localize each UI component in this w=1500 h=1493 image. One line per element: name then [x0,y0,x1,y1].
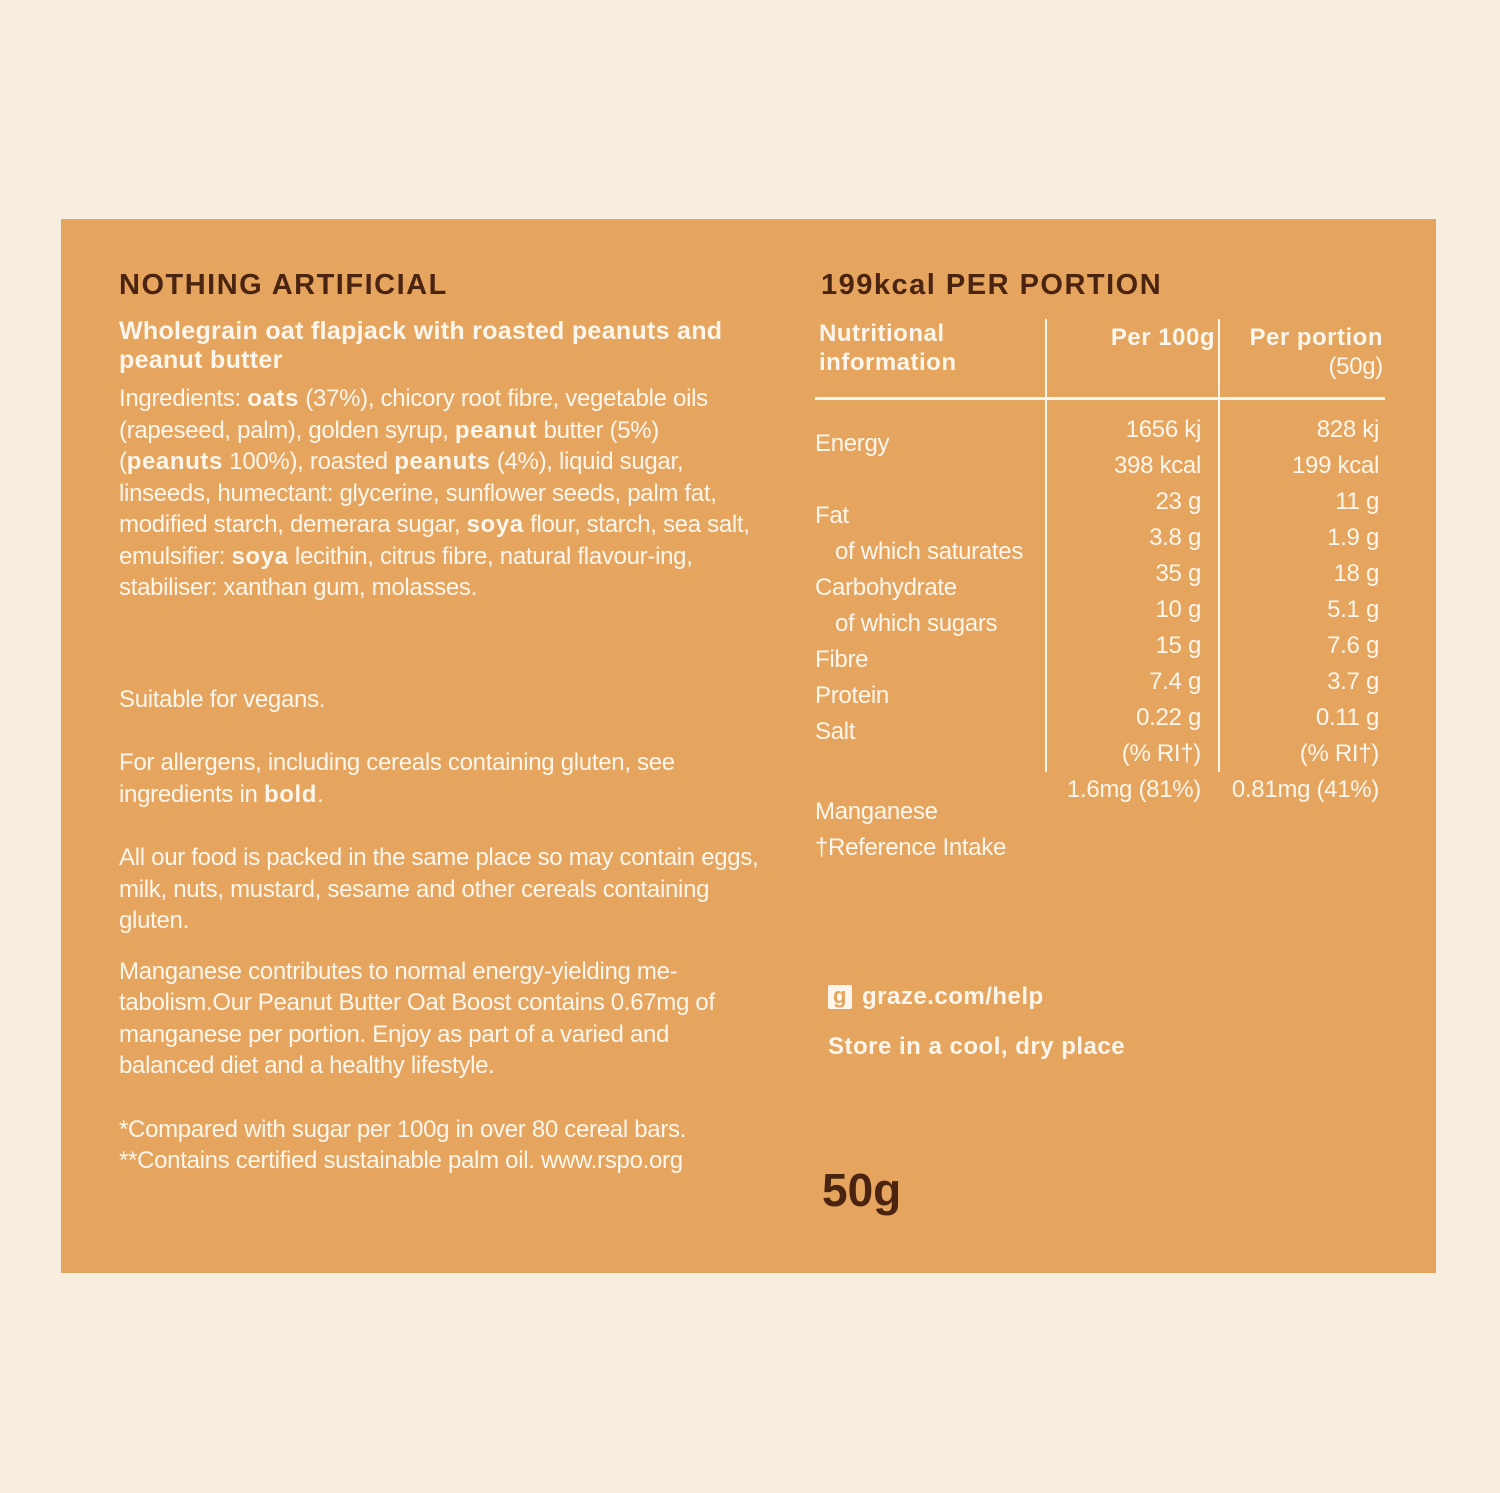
value-per-portion: 11 g [1335,488,1379,515]
footnote-palm-oil: **Contains certified sustainable palm oil. www.rspo.org [119,1147,683,1174]
net-weight: 50g [822,1164,902,1216]
ingredient-text: (4%), liquid sugar, linseeds, humectant: glycerine, sunflower seeds, palm fat, modified starch, demerara sugar, [119,448,717,538]
allergen-ingredient: soya [231,542,289,570]
nutrient-label: Fibre [815,646,869,673]
header-per-portion-label: Per portion [1249,324,1383,351]
nutrition-row [815,736,1385,772]
value-per-100g: 1.6mg (81%) [1066,776,1201,803]
value-per-100g: 0.22 g [1136,704,1201,731]
vegan-note: Suitable for vegans. [119,685,326,713]
facility-note: All our food is packed in the same place so may contain eggs, milk, nuts, mustard, sesame and other cereals containing gluten. [119,844,759,934]
nutrition-table-header [815,319,1385,400]
value-per-portion: 1.9 g [1327,524,1379,551]
nutrition-row [815,628,1385,673]
ingredient-text: butter (5%) ( [119,416,659,475]
footnote-sugar: *Compared with sugar per 100g in over 80 cereal bars. [119,1115,687,1143]
graze-logo-icon: g [828,985,852,1009]
allergen-ingredient: peanuts [126,448,223,475]
left-title: NOTHING ARTIFICIAL [119,269,448,301]
allergen-ingredient: soya [466,511,524,538]
nutrition-row [815,412,1385,457]
nutrition-row [815,808,1385,861]
value-per-portion: 0.81mg (41%) [1231,776,1379,803]
ingredient-text: (37%), chicory root fibre, vegetable oils (rapeseed, palm), golden syrup, [119,385,708,444]
manganese-note: Manganese contributes to normal energy-yielding me-tabolism.Our Peanut Butter Oat Boost contains 0.67mg of manganese per portion. Enjoy as part of a varied and balanced diet and a healthy lifestyle. [119,957,715,1079]
value-per-100g: 15 g [1155,632,1201,659]
value-per-portion: 199 kcal [1292,452,1379,479]
footnotes [119,1114,759,1177]
nutrition-table-body [815,400,1385,861]
nutrition-row [815,592,1385,637]
ingredient-text: Ingredients: [119,385,248,412]
value-per-100g: 1656 kj [1125,416,1201,443]
value-per-portion: 5.1 g [1327,596,1379,623]
allergen-end: . [317,780,324,808]
allergen-ingredient: peanuts [394,448,491,475]
nutrient-label: Energy [815,430,890,457]
value-per-100g: 7.4 g [1149,668,1201,695]
nutrition-row [815,448,1385,484]
header-divider-2 [1218,319,1220,397]
value-per-100g: (% RI†) [1121,740,1201,767]
nutrition-row [815,520,1385,565]
value-per-100g: 23 g [1155,488,1201,515]
nutrition-panel [61,219,1436,1273]
value-per-portion: 3.7 g [1327,668,1379,695]
allergen-bold-word: bold [263,780,317,808]
allergen-note [119,747,759,810]
ingredients-column [119,269,759,1177]
value-per-portion: (% RI†) [1299,740,1379,767]
value-per-100g: 3.8 g [1149,524,1201,551]
nutrient-label: Salt [815,718,856,745]
value-per-100g: 10 g [1155,596,1201,623]
nutrient-label: Carbohydrate [815,574,957,601]
nutrition-column [815,269,1385,861]
header-portion-size: (50g) [1328,353,1383,380]
nutrient-label: Fat [815,502,849,529]
nutrition-row [815,700,1385,745]
storage-instruction: Store in a cool, dry place [828,1033,1126,1060]
allergen-ingredient: peanut [454,416,538,444]
value-per-100g: 35 g [1155,560,1201,587]
nutrition-row [815,772,1385,825]
help-link[interactable] [828,983,1044,1011]
header-divider-1 [1045,319,1047,397]
header-per-100g: Per 100g [1110,324,1215,351]
nutrient-label: Manganese [815,798,938,825]
nutrition-row [815,556,1385,601]
right-title: 199kcal PER PORTION [821,269,1163,301]
value-per-portion: 0.11 g [1315,704,1379,731]
value-per-100g: 398 kcal [1114,452,1201,479]
ingredients-text [119,383,759,604]
nutrient-label: Protein [815,682,889,709]
nutrition-row [815,484,1385,529]
value-per-portion: 18 g [1333,560,1379,587]
ingredient-text: flour, starch, sea salt, emulsifier: [119,511,750,570]
nutrient-label: †Reference Intake [815,834,1007,861]
ingredient-text: 100%), roasted [222,448,395,475]
nutrient-label: of which sugars [835,610,998,637]
header-nutritional-information: Nutritional information [819,320,957,376]
help-url[interactable]: graze.com/help [862,983,1044,1010]
nutrient-label: of which saturates [835,538,1024,565]
nutrition-row [815,664,1385,709]
value-per-portion: 828 kj [1316,416,1379,443]
product-subtitle: Wholegrain oat flapjack with roasted peanuts and peanut butter [119,317,723,374]
value-per-portion: 7.6 g [1327,632,1379,659]
ingredient-text: lecithin, citrus fibre, natural flavour-ing, stabiliser: xanthan gum, molasses. [119,542,693,601]
header-per-portion [1249,323,1383,381]
allergen-text: For allergens, including cereals containing gluten, see ingredients in [119,749,675,808]
nutrition-table [815,319,1385,861]
allergen-ingredient: oats [247,385,299,412]
